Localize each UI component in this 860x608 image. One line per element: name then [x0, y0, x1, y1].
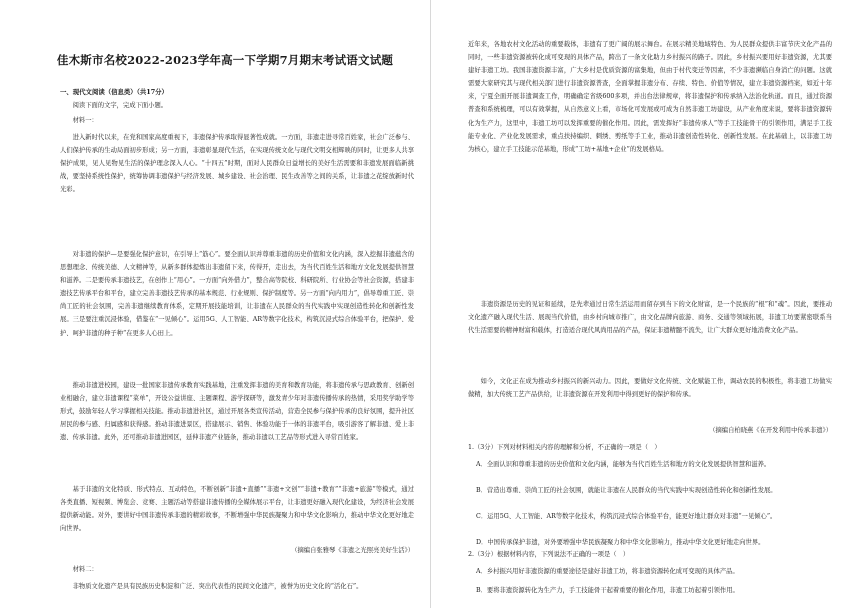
material1-source: （摘编自张雅琴《非遗之光照亮美好生活》） [291, 547, 414, 554]
instruction-text: 阅读下面的文字，完成下面小题。 [72, 102, 168, 109]
material1-paragraph-2: 对非遗的保护—是要强化保护意识，在引导上“筋心”。要全面认识并尊重非遗的历史价值和文化内涵，深入挖掘非遗蕴含的思想理念、传统美德、人文精神等，从新多群体提炼出非遗留下来，传得开，走出去，为当代百姓生活和地方文化发展提供智慧和滋养。二是要传承非遗技艺，在创作上“用心”。一方面“向外借力”，整合高等院校、科研院所、行业协会等社会资源，搭建非遗技艺传承平台和平台，建立完善非遗技艺传承的基本规范、行业规则、保护制度等。另一方面“向内用力”，倡导尊重工匠、崇尚工匠的社会氛围，完善非遗继续教育体系，定期开展技能培训，让非遗在人民群众的当代实践中实现创造性转化和创新性发展。三是要注重沉浸体验，借鉴在“一见倾心”。运用5G、人工智能、AR等数字化技术，构筑沉浸式综合体验平台，把保护、爱护、呵护非遗的种子种“在更多人心田上。 [60, 251, 414, 337]
question-2-option-b[interactable]: B．要将非遗资源转化为生产力，手工技能骨干起着重要的催化作用，非遗工坊起着引领作用。 [476, 587, 739, 594]
material2-source: （摘编自柏晓燕《在开发利用中传承非遗》） [709, 427, 832, 434]
question-1-option-a[interactable]: A．全面认识和尊重非遗的历史价值和文化内涵，能够为当代百姓生活和地方的文化发展提供智慧和滋养。 [476, 461, 771, 468]
material1-paragraph-1: 进入新时代以来，在党和国家高度重视下，非遗保护传承取得显著性成就。一方面，非遗走进寻常百姓家，社会广泛参与、人们保护传承的生动局面初步形成；另一方面，非遗彰显现代生活，在实现传统文化与现代文明交相辉映的同时，让更多人共享保护成果，见人见物见生活的保护理念深入人心。“十四五”时期，面对人民群众日益增长的美好生活需要和非遗发展面临新挑战，要坚持系统性保护，统筹协调非遗保护与经济发展、城乡建设、社会治理、民生改善等之间的关系，让非遗之花绽放新时代光彩。 [60, 134, 414, 194]
material2-label: 材料二： [72, 566, 98, 573]
section-heading: 一、现代文阅读（信息类）（共17分） [60, 88, 168, 96]
question-1-option-d[interactable]: D．中国传承保护非遗，对外要增强中华民族凝聚力和中华文化影响力，推动中华文化更好地走向世界。 [476, 539, 765, 546]
material2-paragraph-4: 如今，文化正在成为推动乡村振兴的新兴动力。因此，要做好文化传统、文化赋能工作，调动农民的积极性，将非遗工坊做实做精，加大传统工艺产品供给，让非遗资源在开发利用中得到更好的保护和传承。 [468, 378, 832, 399]
material2-paragraph-3: 非遗资源是历史的见证和延续，是先辈通过日常生活运用而留存到当下的文化财富，是一个民族的“根”和“魂”。因此，要推动文化遗产融入现代生活、展现当代价值，由乡村向城市推广，由文化品牌向旅游、商务、交通等领域拓展，非遗工坊要紧密联系当代生活需要的精神财富和载体，打造适合现代风尚用品的产品，保证非遗精髓不流失，让广大群众更好地消费文化产品。 [468, 301, 832, 335]
question-1-stem: 1.（3分）下列对材料相关内容的理解和分析，不正确的一项是（ ） [468, 444, 661, 451]
question-2-option-a[interactable]: A．乡村振兴用好非遗资源的重要途径是建好非遗工坊，将非遗资源转化成可变现的具体产品。 [476, 568, 739, 575]
material2-paragraph-1-start: 非物质文化遗产是具有民族历史积淀和广泛、突出代表性的民间文化遗产，被誉为历史文化的“活化石”。 [72, 583, 363, 590]
question-1-option-b[interactable]: B．营造出尊重、崇尚工匠的社会氛围，就能让非遗在人民群众的当代实践中实现创造性转化和创新性发展。 [476, 487, 777, 494]
material2-paragraph-1-cont: 近年来，各地农村文化活动的重要载体，非遗有了更广阔的展示舞台。在展示精美地域特色、为人民群众提供丰富节庆文化产品的同时，一些非遗资源被转化成可变现的具体产品，跨出了一条文化助力乡村振兴的路子。因此，乡村振兴要用好非遗资源，尤其要建好非遗工坊。我国非遗资源丰富，广大乡村是优质资源的富集地，但由于村代变迁等因素，不少非遗濒临自身消亡的问题。这就需要大家研究其与现代相关部门进行非遗资源普查，全面掌握非遗分布、存续、特色、价值等情况，建立非遗资源档案，如近十年来，宁夏全面开展非遗调查工作，明确确定省级600多项，并出台法律规章，将非遗保护和传承纳入法治化轨道。而且，通过资源普查和系统梳理，可以有效掌握，从自然意义上看，市场化可发展或可成为自然非遗工坊建设，从产业角度来说，要将非遗资源转化为生产力，这里中，非遗工坊可以发挥重要的催化作用。因此，需发挥好“非遗传承人”等手工技能骨干的引领作用，满足手工技能专业化、产业化发展需求，重点扶持编织、刺绣、剪纸等手工业，推动非遗创造性转化、创新性发展。在此基础上，以非遗工坊为核心，建立手工技能示范基地，形成“工坊+基地+企业”的发展格局。 [468, 41, 832, 153]
question-2-stem: 2.（3分）根据材料内容，下列说法不正确的一项是（ ） [468, 551, 630, 558]
question-1-option-c[interactable]: C．运用5G、人工智能、AR等数字化技术，构筑沉浸式综合体验平台，能更好地让群众对非遗“一见倾心”。 [476, 513, 777, 520]
material1-paragraph-3: 推动非遗进校园，建设一批国家非遗传承教育实践基地，注重发挥非遗的美育和教育功能，将非遗传承与思政教育、创新创业相融合，建立非遗课程“菜单”，开设公益讲座、主题课程、游学探研等，激发青少年对非遗传播传承的热情，采用奖学助学等形式，鼓励年轻人学习掌握相关技能。推动非遗进社区，通过开展各类宣传活动，营造全民参与保护传承的良好氛围，提升社区居民的参与感、归属感和获得感。推动非遗进景区，搭建展示、销售、体验功能于一体的非遗平台，吸引游客了解非遗、爱上非遗、传承非遗。此外，还可推动非遗进园区，延伸非遗产业链条，推动非遗以工艺品等形式进入寻常百姓家。 [60, 382, 414, 442]
material1-paragraph-4: 基于非遗的文化特质、形式特点、互动特色，不断创新“非遗+直播”“非遗+文创”“非遗+教育”“非遗+旅游”等模式，通过各类直播、短视频、博览会、竞赛、主题活动等搭建非遗传播的全媒体展示平台，让非遗更好融入现代化建设，为经济社会发展提供新动能。对外，要讲好中国非遗传承非遗的精彩故事，不断增强中华民族凝聚力和中华文化影响力，推动中华文化更好地走向世界。 [60, 486, 414, 533]
material1-label: 材料一： [72, 117, 98, 124]
exam-title: 佳木斯市名校2022-2023学年高一下学期7月期末考试语文试题 [56, 53, 394, 67]
